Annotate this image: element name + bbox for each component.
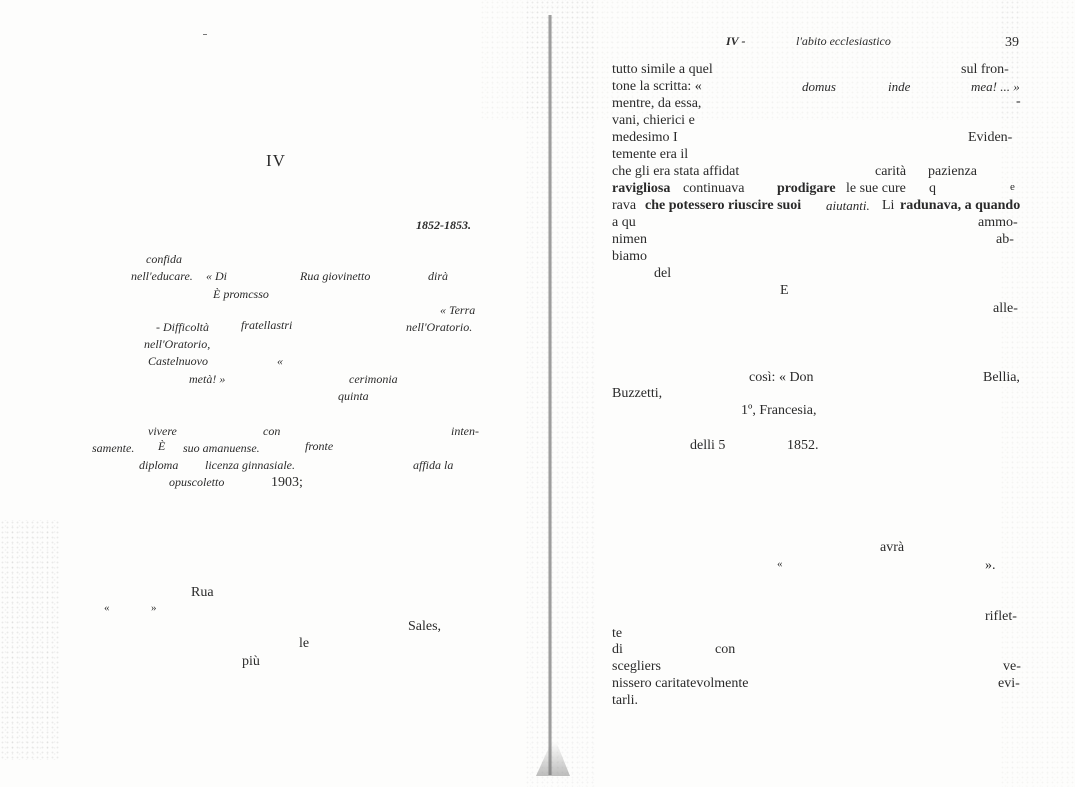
body-word: del — [654, 266, 672, 281]
body-word: « — [777, 558, 783, 570]
body-word: Sales, — [408, 619, 442, 634]
summary-word: confida — [146, 252, 182, 266]
running-header-chapter: IV - — [726, 34, 746, 48]
summary-word: con — [263, 424, 281, 438]
summary-word: dirà — [428, 269, 449, 283]
summary-word: metà! » — [189, 372, 226, 386]
summary-word: vivere — [148, 424, 177, 438]
body-word: ve- — [1003, 659, 1021, 674]
body-word: » — [151, 602, 157, 614]
body-word: mea! ... » — [971, 79, 1020, 94]
summary-word: nell'Oratorio, — [144, 337, 211, 351]
summary-word: Rua giovinetto — [300, 269, 371, 283]
chapter-number: IV — [266, 151, 286, 170]
body-word: q — [929, 181, 936, 196]
body-word: Eviden- — [968, 130, 1013, 145]
body-word: E — [780, 283, 789, 298]
body-word: che potessero riuscire suoi — [645, 198, 802, 213]
summary-word: suo amanuense. — [183, 441, 260, 455]
body-word: mentre, da essa, — [612, 96, 702, 111]
body-word: ammo- — [978, 215, 1018, 230]
body-word: alle- — [993, 301, 1018, 316]
summary-word: È promcsso — [213, 287, 269, 301]
body-word: più — [242, 654, 260, 669]
body-word: le — [299, 636, 310, 651]
body-word: prodigare — [777, 181, 836, 196]
body-word: con — [715, 642, 736, 657]
summary-word: È — [158, 439, 166, 453]
body-word: nissero caritatevolmente — [612, 676, 749, 691]
body-word: sul fron- — [961, 62, 1009, 77]
body-word: inde — [888, 79, 911, 94]
body-word: ab- — [996, 232, 1014, 247]
body-word: evi- — [998, 676, 1020, 691]
body-word: domus — [802, 79, 836, 94]
body-word: te — [612, 626, 623, 641]
body-word: tone la scritta: « — [612, 79, 702, 94]
body-word: pazienza — [928, 164, 977, 179]
summary-word: fratellastri — [241, 318, 293, 332]
body-word: avrà — [880, 540, 905, 555]
body-word: - — [1016, 94, 1021, 109]
body-word: 1852. — [787, 438, 819, 453]
summary-word: opuscoletto — [169, 475, 225, 489]
body-word: nimen — [612, 232, 647, 247]
summary-word: affida la — [413, 458, 454, 472]
body-word: e — [1010, 181, 1015, 193]
body-word: vani, chierici e — [612, 113, 695, 128]
summary-word: samente. — [92, 441, 135, 455]
body-word: che gli era stata affidat — [612, 164, 740, 179]
body-word: Rua — [191, 585, 214, 600]
summary-word: nell'educare. — [131, 269, 193, 283]
right-page — [540, 0, 1075, 787]
body-word: biamo — [612, 249, 647, 264]
summary-word: inten- — [451, 424, 479, 438]
body-word: « — [104, 602, 110, 614]
summary-word: nell'Oratorio. — [406, 320, 473, 334]
summary-word: licenza ginnasiale. — [205, 458, 295, 472]
summary-word: diploma — [139, 458, 179, 472]
body-word: Buzzetti, — [612, 386, 663, 401]
body-word: tutto simile a quel — [612, 62, 713, 77]
body-word: medesimo I — [612, 130, 678, 145]
body-word: Bellia, — [983, 370, 1020, 385]
body-word: le sue cure — [846, 181, 906, 196]
body-word: tarli. — [612, 693, 639, 708]
body-word: aiutanti. — [826, 198, 870, 213]
body-word: scegliers — [612, 659, 661, 674]
body-word: a qu — [612, 215, 636, 230]
body-word: carità — [875, 164, 907, 179]
body-word: così: « Don — [749, 370, 814, 385]
summary-word: cerimonia — [349, 372, 398, 386]
body-word: riflet- — [985, 609, 1017, 624]
summary-word: « Di — [206, 269, 227, 283]
chapter-dates: 1852-1853. — [416, 218, 471, 232]
summary-word: « — [277, 354, 283, 368]
summary-word: quinta — [338, 389, 369, 403]
summary-word: Castelnuovo — [148, 354, 208, 368]
body-word: radunava, a quando — [900, 198, 1021, 213]
body-word: temente era il — [612, 147, 689, 162]
running-header-title: l'abito ecclesiastico — [796, 34, 891, 48]
body-word: delli 5 — [690, 438, 726, 453]
body-word: continuava — [683, 181, 745, 196]
body-word: rava — [612, 198, 637, 213]
summary-word: - Difficoltà — [156, 320, 209, 334]
body-word: ». — [985, 558, 996, 573]
body-word: di — [612, 642, 623, 657]
page-number: 39 — [1005, 35, 1019, 50]
body-word: ravigliosa — [612, 181, 671, 196]
summary-word: 1903; — [271, 475, 303, 490]
body-word: 1º, Francesia, — [741, 403, 817, 418]
body-word: Li — [882, 198, 895, 213]
summary-word: « Terra — [440, 303, 476, 317]
summary-word: fronte — [305, 439, 334, 453]
